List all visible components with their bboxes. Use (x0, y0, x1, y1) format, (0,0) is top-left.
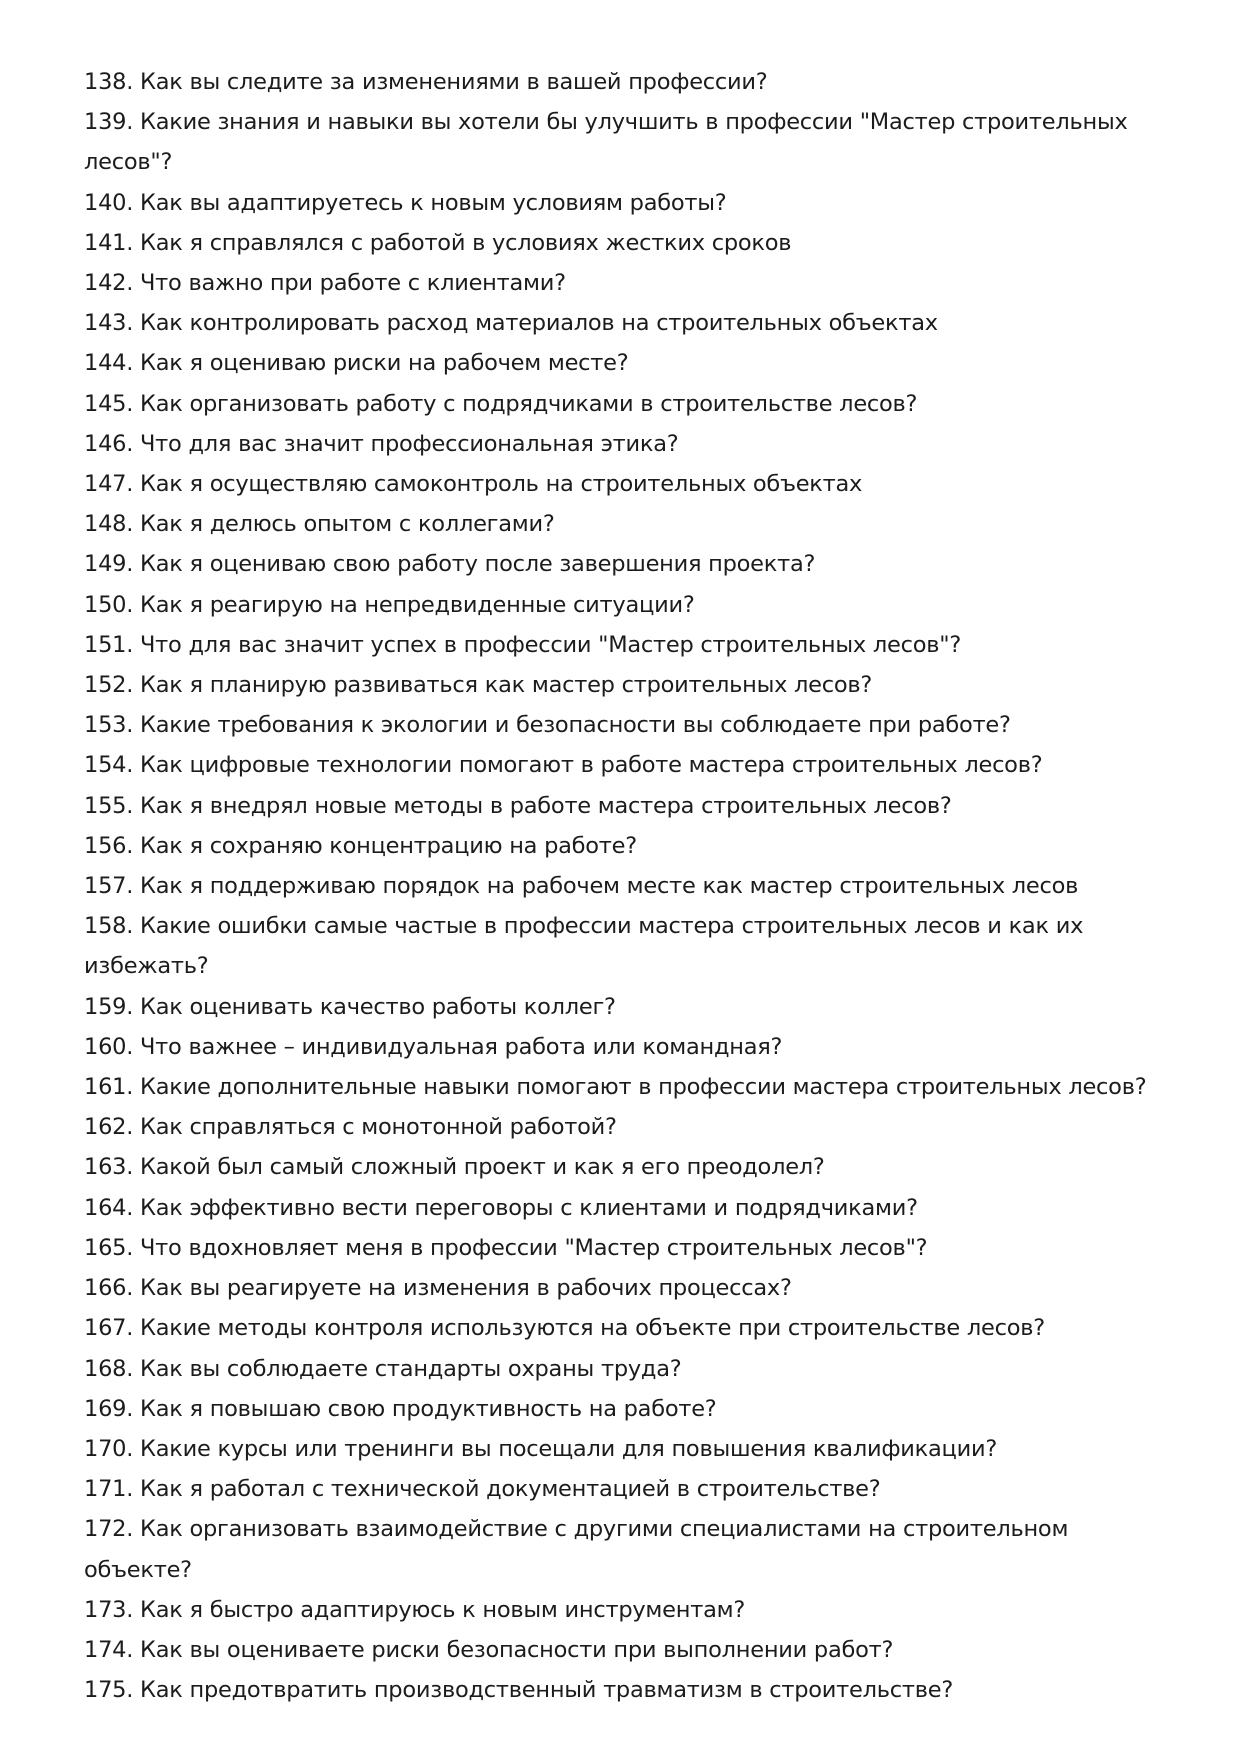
question-item: 160. Что важнее – индивидуальная работа или командная? (84, 1033, 783, 1060)
question-item: 147. Как я осуществляю самоконтроль на строительных объектах (84, 471, 863, 498)
question-item: 142. Что важно при работе с клиентами? (84, 270, 566, 297)
question-item: 161. Какие дополнительные навыки помогают в профессии мастера строительных лесов? (84, 1074, 1147, 1101)
question-item: 173. Как я быстро адаптируюсь к новым инструментам? (84, 1596, 746, 1623)
question-item: 167. Какие методы контроля используются на объекте при строительстве лесов? (84, 1315, 1045, 1342)
question-item: 146. Что для вас значит профессиональная этика? (84, 430, 679, 457)
question-item: 140. Как вы адаптируетесь к новым условиям работы? (84, 189, 727, 216)
question-item: 162. Как справляться с монотонной работой? (84, 1114, 617, 1141)
question-item: 149. Как я оцениваю свою работу после завершения проекта? (84, 551, 816, 578)
question-item: 170. Какие курсы или тренинги вы посещали для повышения квалификации? (84, 1435, 998, 1462)
question-item: 139. Какие знания и навыки вы хотели бы улучшить в профессии "Мастер строительных лесов"? (84, 109, 1128, 176)
question-item: 175. Как предотвратить производственный травматизм в строительстве? (84, 1677, 954, 1704)
question-item: 164. Как эффективно вести переговоры с клиентами и подрядчиками? (84, 1194, 918, 1221)
question-item: 156. Как я сохраняю концентрацию на работе? (84, 832, 637, 859)
question-item: 172. Как организовать взаимодействие с другими специалистами на строительном объекте? (84, 1516, 1069, 1583)
question-item: 141. Как я справлялся с работой в условиях жестких сроков (84, 229, 792, 256)
question-item: 148. Как я делюсь опытом с коллегами? (84, 511, 555, 538)
question-item: 166. Как вы реагируете на изменения в рабочих процессах? (84, 1275, 792, 1302)
question-item: 145. Как организовать работу с подрядчиками в строительстве лесов? (84, 390, 918, 417)
question-item: 155. Как я внедрял новые методы в работе мастера строительных лесов? (84, 792, 952, 819)
question-item: 165. Что вдохновляет меня в профессии "Мастер строительных лесов"? (84, 1234, 928, 1261)
question-item: 138. Как вы следите за изменениями в вашей профессии? (84, 69, 768, 95)
question-list (84, 62, 1159, 1710)
question-item: 158. Какие ошибки самые частые в профессии мастера строительных лесов и как их избежать? (84, 913, 1084, 980)
question-item: 150. Как я реагирую на непредвиденные ситуации? (84, 591, 695, 618)
question-item: 171. Как я работал с технической документацией в строительстве? (84, 1476, 881, 1503)
question-item: 159. Как оценивать качество работы коллег? (84, 993, 616, 1020)
question-item: 154. Как цифровые технологии помогают в работе мастера строительных лесов? (84, 752, 1043, 779)
question-item: 157. Как я поддерживаю порядок на рабочем месте как мастер строительных лесов (84, 873, 1079, 900)
question-item: 168. Как вы соблюдаете стандарты охраны труда? (84, 1355, 682, 1382)
question-item: 163. Какой был самый сложный проект и как я его преодолел? (84, 1154, 825, 1181)
question-item: 152. Как я планирую развиваться как мастер строительных лесов? (84, 672, 873, 699)
question-item: 169. Как я повышаю свою продуктивность на работе? (84, 1395, 717, 1422)
question-item: 151. Что для вас значит успех в профессии "Мастер строительных лесов"? (84, 631, 962, 658)
question-item: 174. Как вы оцениваете риски безопасности при выполнении работ? (84, 1636, 894, 1663)
question-item: 153. Какие требования к экологии и безопасности вы соблюдаете при работе? (84, 712, 1011, 739)
question-item: 143. Как контролировать расход материалов на строительных объектах (84, 310, 938, 337)
question-item: 144. Как я оцениваю риски на рабочем месте? (84, 350, 629, 377)
